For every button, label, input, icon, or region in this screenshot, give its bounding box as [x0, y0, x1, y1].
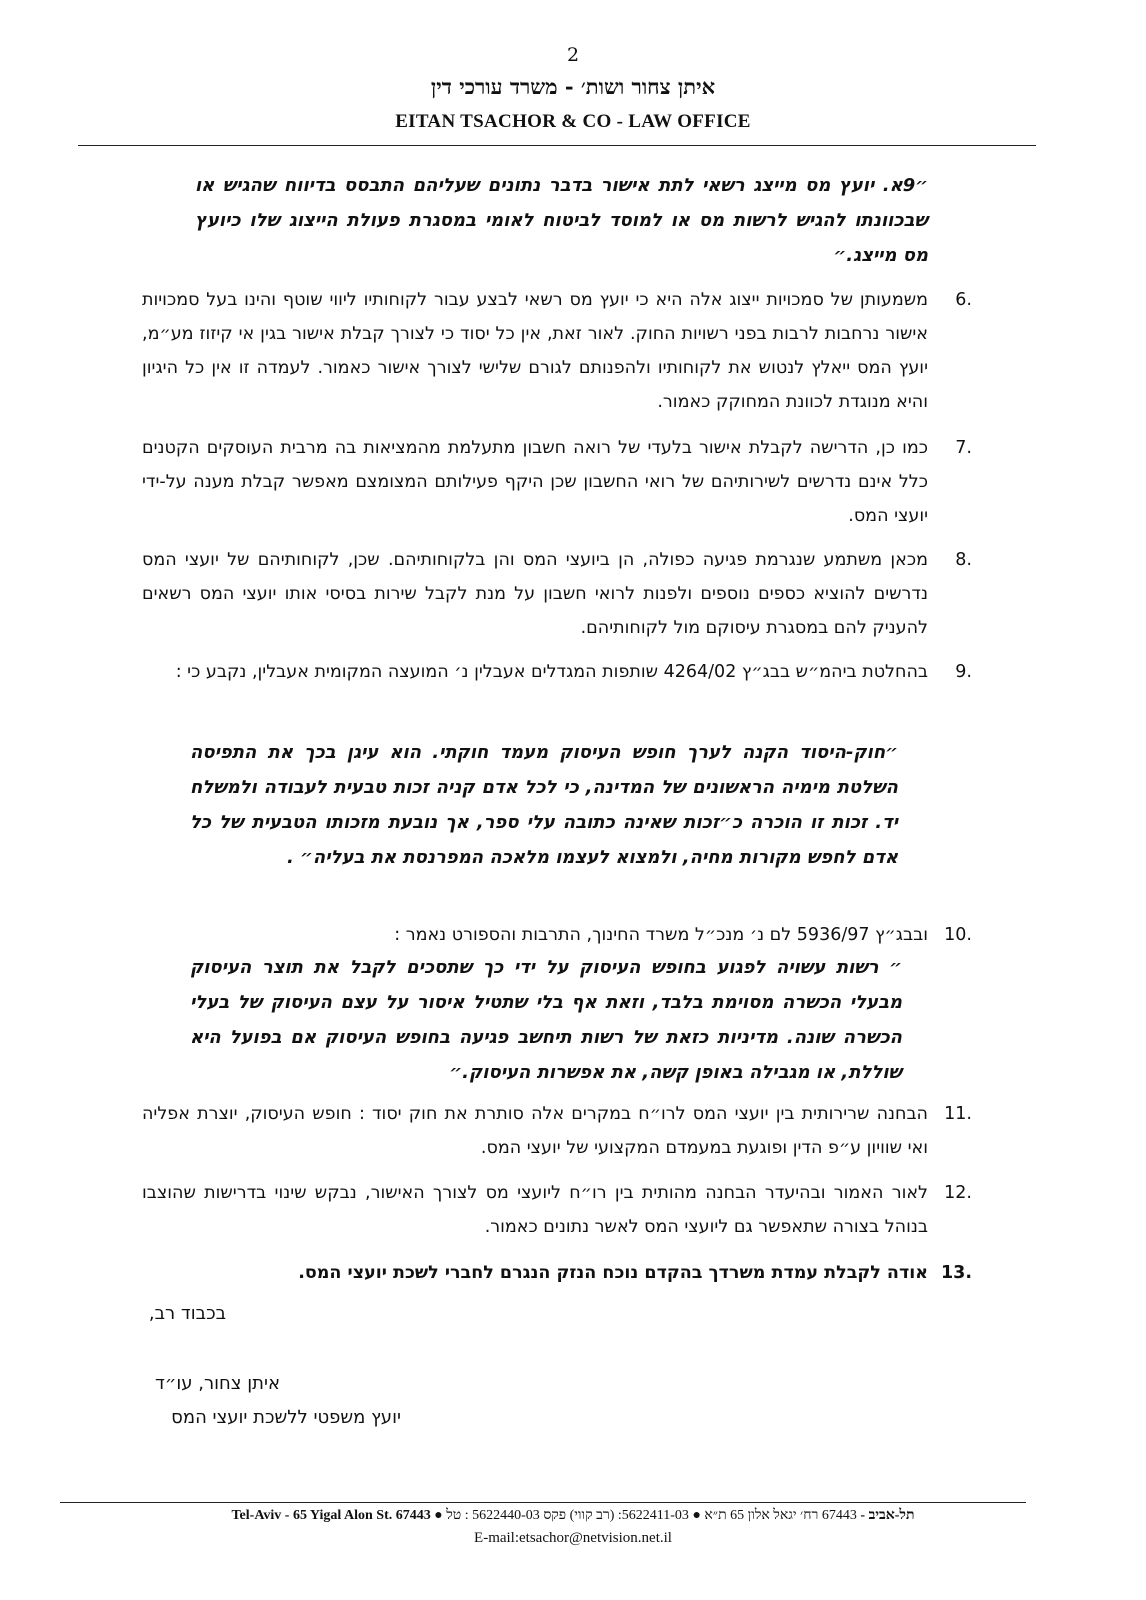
firm-name-english: EITAN TSACHOR & CO - LAW OFFICE [395, 111, 751, 132]
paragraph-number: 6. [955, 290, 972, 310]
firm-name-hebrew: איתן צחור ושות׳ - משרד עורכי דין [430, 74, 716, 99]
paragraph-number: 12. [944, 1183, 972, 1203]
footer-address-he: 67443 רח׳ יגאל אלון 65 ת״א [704, 1508, 857, 1523]
paragraph-10 [142, 918, 972, 952]
paragraph-7 [142, 431, 972, 533]
footer-phones: 5622411-03: (רב קווי) פקס 5622440-03 : טל [446, 1508, 689, 1523]
footer-divider [60, 1502, 1026, 1503]
paragraph-8 [142, 543, 972, 645]
page-number: 2 [566, 44, 580, 66]
quote-section-10: ״ רשות עשויה לפגוע בחופש העיסוק על ידי כך שתסכים לקבל את תוצר העיסוק מבעלי הכשרה מסוימת בלבד, וזאת אף בלי שתטיל איסור על עצם העיסוק של בעלי הכשרה שונה. מדיניות כזאת של רשות תיחשב פגיעה בחופש העיסוק אם בפועל היא שוללת, או מגבילה באופן קשה, את אפשרות העיסוק.״ [190, 957, 902, 1083]
paragraph-text: כמו כן, הדרישה לקבלת אישור בלעדי של רואה חשבון מתעלמת מהמציאות בה מרבית העוסקים הקטנים כלל אינם נדרשים לשירותיהם של רואי החשבון שכן היקף פעילותם המצומצם מאפשר קבלת מענה על-ידי יועצי המס. [142, 438, 928, 526]
paragraph-text: הבחנה שרירותית בין יועצי המס לרו״ח במקרים אלה סותרת את חוק יסוד : חופש העיסוק, יוצרת אפליה ואי שוויון ע״פ הדין ופוגעת במעמדם המקצועי של יועצי המס. [142, 1104, 928, 1158]
paragraph-text: ובבג״ץ 5936/97 לם נ׳ מנכ״ל משרד החינוך, התרבות והספורט נאמר : [394, 925, 928, 945]
paragraph-6 [142, 283, 972, 423]
paragraph-13 [142, 1256, 972, 1290]
paragraph-number: 10. [944, 925, 972, 945]
paragraph-number: 7. [955, 438, 972, 458]
paragraph-number: 8. [955, 550, 972, 570]
header-divider [78, 145, 1036, 146]
paragraph-text: בהחלטת ביהמ״ש בבג״ץ 4264/02 שותפות המגדלים אעבלין נ׳ המועצה המקומית אעבלין, נקבע כי : [175, 662, 928, 682]
paragraph-number: 9. [955, 662, 972, 682]
paragraph-text: משמעותן של סמכויות ייצוג אלה היא כי יועץ מס רשאי לבצע עבור לקוחותיו ליווי שוטף והינו בעל סמכויות אישור נרחבות לרבות בפני רשויות החוק. לאור זאת, אין כל יסוד כי לצורך קבלת אישור בגין אי קיזוז מע״מ, יועץ המס ייאלץ לנטוש את לקוחותיו ולהפנותם לגורם שלישי לצורך אישור כאמור. לעמדה זו אין כל היגיון והיא מנוגדת לכוונת המחוקק כאמור. [142, 290, 928, 412]
footer-address: Tel-Aviv - 65 Yigal Alon St. 67443 ● 5622411-03: (רב קווי) פקס 5622440-03 : טל ● 67443 רח׳ יגאל אלון 65 ת״א תל-אביב - [231, 1508, 915, 1523]
paragraph-12 [142, 1176, 972, 1244]
footer-city-he: תל-אביב - [860, 1508, 915, 1523]
signatory-title: יועץ משפטי ללשכת יועצי המס [171, 1407, 401, 1428]
paragraph-text: אודה לקבלת עמדת משרדך בהקדם נוכח הנזק הנגרם לחברי לשכת יועצי המס. [298, 1263, 928, 1283]
paragraph-text: מכאן משתמע שנגרמת פגיעה כפולה, הן ביועצי המס והן בלקוחותיהם. שכן, לקוחותיהם של יועצי המס נדרשים להוציא כספים נוספים ולפנות לרואי חשבון על מנת לקבל שירות בסיסי אותו יועצי המס רשאים להעניק להם במסגרת עיסוקם מול לקוחותיהם. [142, 550, 928, 638]
paragraph-number: 11. [944, 1104, 972, 1124]
quote-section-9a: ״9א. יועץ מס מייצג רשאי לתת אישור בדבר נתונים שעליהם התבסס בדיווח שהגיש או שבכוונתו להגיש לרשות מס או למוסד לביטוח לאומי במסגרת פעולת הייצוג שלו כיועץ מס מייצג.״ [195, 175, 928, 266]
paragraph-number: 13. [940, 1263, 972, 1283]
paragraph-text: לאור האמור ובהיעדר הבחנה מהותית בין רו״ח ליועצי מס לצורך האישור, נבקש שינוי בדרישות שהוצבו בנוהל בצורה שתאפשר גם ליועצי המס לאשר נתונים כאמור. [142, 1183, 928, 1237]
quote-section-9: ״חוק-היסוד הקנה לערך חופש העיסוק מעמד חוקתי. הוא עיגן בכך את התפיסה השלטת מימיה הראשונים של המדינה, כי לכל אדם קניה זכות טבעית לעבודה ולמשלח יד. זכות זו הוכרה כ״זכות שאינה כתובה עלי ספר, אך נובעת מזכותו הטבעית של כל אדם לחפש מקורות מחיה, ולמצוא לעצמו מלאכה המפרנסת את בעליה״ . [190, 742, 898, 868]
signatory-name: איתן צחור, עו״ד [154, 1373, 280, 1394]
footer-address-en: Tel-Aviv - 65 Yigal Alon St. 67443 [231, 1508, 431, 1523]
paragraph-9 [142, 655, 972, 689]
footer-email[interactable]: E-mail:etsachor@netvision.net.il [474, 1530, 672, 1546]
closing-salutation: בכבוד רב, [148, 1303, 226, 1324]
paragraph-11 [142, 1097, 972, 1165]
